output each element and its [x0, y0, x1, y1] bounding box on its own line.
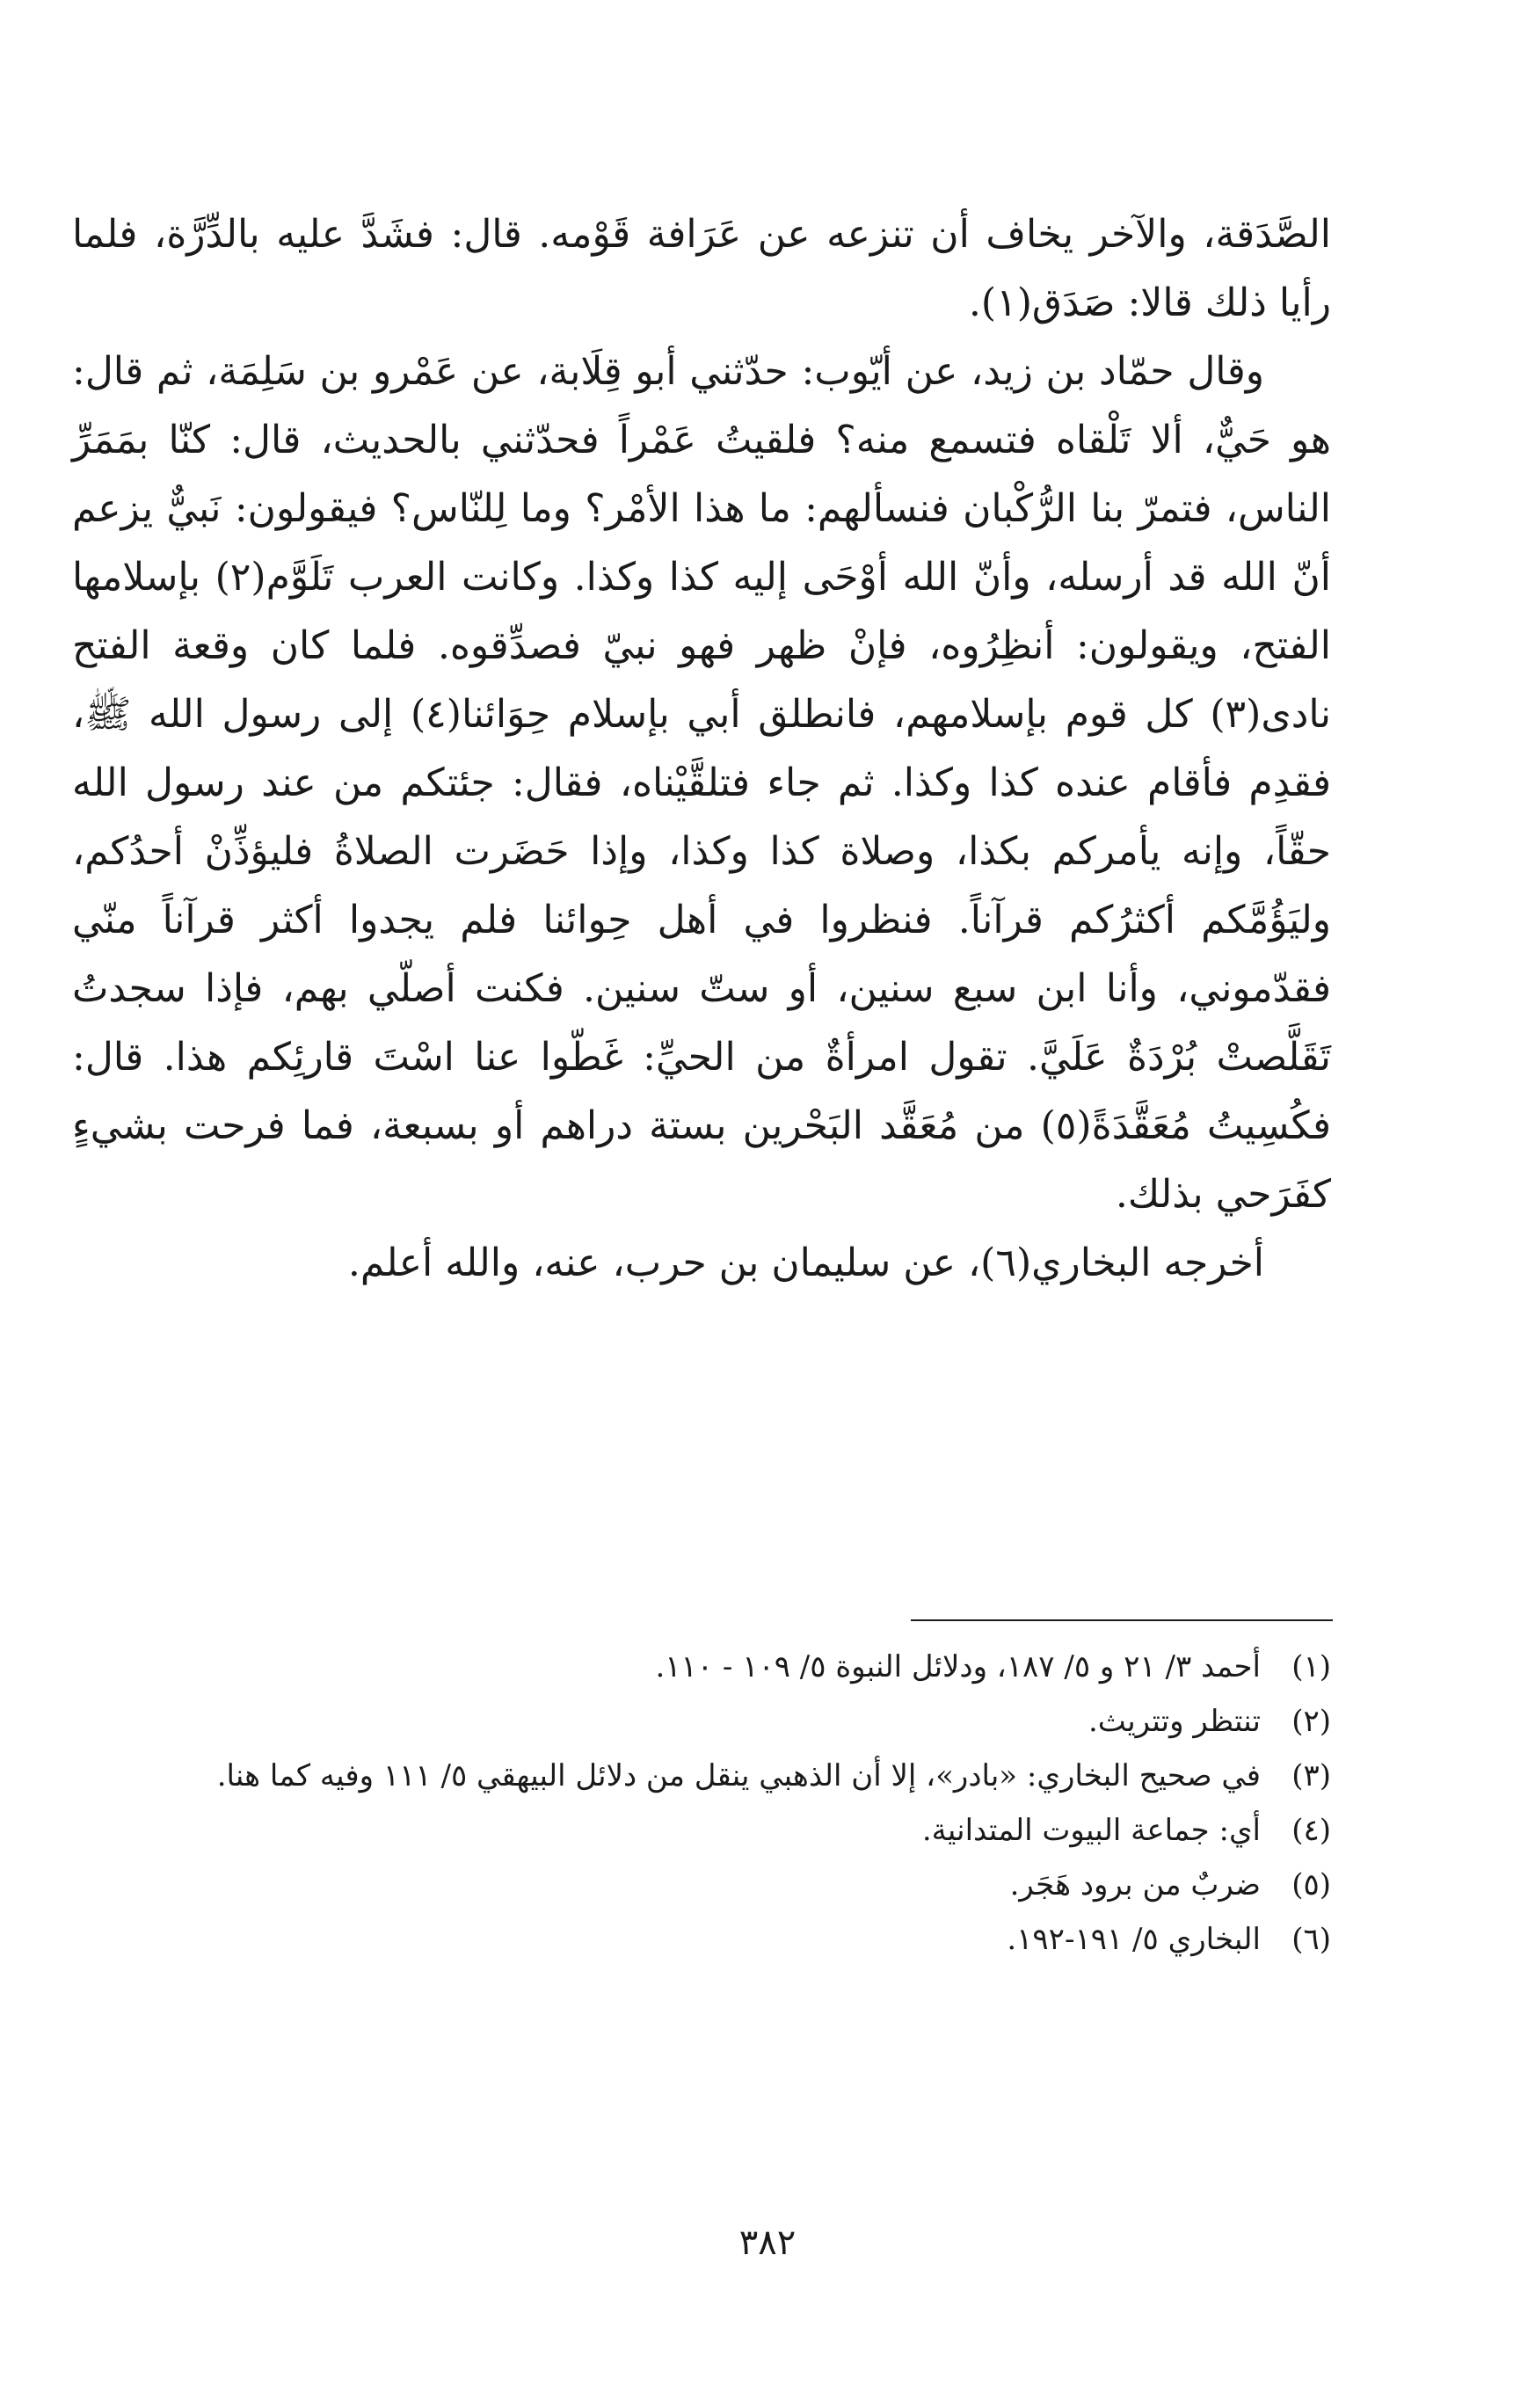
footnote-number: (٤) — [1291, 1813, 1331, 1848]
footnote-item — [72, 1697, 1331, 1746]
paragraph-takhrij: أخرجه البخاري(٦)، عن سليمان بن حرب، عنه، والله أعلم. — [347, 1240, 1264, 1285]
footnote-text: أحمد ٣/ ٢١ و ٥/ ١٨٧، ودلائل النبوة ٥/ ١٠٩ - ١١٠. — [655, 1649, 1261, 1684]
page-number: ٣٨٢ — [738, 2222, 797, 2263]
footnote-text: تنتظر وتتريث. — [1088, 1704, 1261, 1739]
footnote-text: في صحيح البخاري: «بادر»، إلا أن الذهبي ينقل من دلائل البيهقي ٥/ ١١١ وفيه كما هنا. — [216, 1758, 1261, 1793]
footnote-number: (٥) — [1291, 1867, 1331, 1902]
footnote-text: ضربٌ من برود هَجَر. — [1009, 1867, 1261, 1902]
footnote-number: (٣) — [1291, 1758, 1331, 1793]
paragraph-continuation: الصَّدَقة، والآخر يخاف أن تنزعه عن عَرَافة قَوْمه. قال: فشَدَّ عليه بالدِّرَّة، فلما رأيا ذلك قالا: صَدَق(١). — [72, 212, 1331, 325]
footnotes — [72, 1642, 1331, 1969]
footnote-text: البخاري ٥/ ١٩١-١٩٢. — [1007, 1922, 1261, 1957]
paragraph-hadith: وقال حمّاد بن زيد، عن أيّوب: حدّثني أبو قِلَابة، عن عَمْرو بن سَلِمَة، ثم قال: هو حَيٌّ، ألا تَلْقاه فتسمع منه؟ فلقيتُ عَمْراً فحدّثني بالحديث، قال: كنّا بمَمَرِّ الناس، فتمرّ بنا الرُّكْبان فنسألهم: ما هذا الأمْر؟ وما لِلنّاس؟ فيقولون: نَبيٌّ يزعم أنّ الله قد أرسله، وأنّ الله أوْحَى إليه كذا وكذا. وكانت العرب تَلَوَّم(٢) بإسلامها الفتح، ويقولون: أنظِرُوه، فإنْ ظهر فهو نبيّ فصدِّقوه. فلما كان وقعة الفتح نادى(٣) كل قوم بإسلامهم، فانطلق أبي بإسلام حِوَائنا(٤) إلى رسول الله ﷺ، فقدِم فأقام عنده كذا وكذا. ثم جاء فتلقَّيْناه، فقال: جئتكم من عند رسول الله حقّاً، وإنه يأمركم بكذا، وصلاة كذا وكذا، وإذا حَضَرت الصلاةُ فليؤذِّنْ أحدُكم، وليَؤُمَّكم أكثرُكم قرآناً. فنظروا في أهل حِوائنا فلم يجدوا أكثر قرآناً منّي فقدّموني، وأنا ابن سبع سنين، أو ستّ سنين. فكنت أصلّي بهم، فإذا سجدتُ تَقَلَّصتْ بُرْدَةٌ عَلَيَّ. تقول امرأةٌ من الحيِّ: غَطّوا عنا اسْتَ قارئِكم هذا. قال: فكُسِيتُ مُعَقَّدَةً(٥) من مُعَقَّد البَحْرين بستة دراهم أو بسبعة، فما فرحت بشيءٍ كفَرَحي بذلك. — [72, 349, 1332, 1217]
footnote-item — [72, 1806, 1331, 1855]
footnote-text: أي: جماعة البيوت المتدانية. — [921, 1813, 1261, 1848]
footnote-item — [72, 1860, 1331, 1910]
footnote-number: (١) — [1291, 1649, 1331, 1684]
footnote-number: (٢) — [1291, 1704, 1331, 1739]
footnote-item — [72, 1642, 1331, 1691]
footnote-item — [72, 1751, 1331, 1801]
footnote-item — [72, 1915, 1331, 1964]
footnote-number: (٦) — [1291, 1922, 1331, 1957]
main-text — [72, 200, 1331, 1298]
footnote-divider — [911, 1619, 1333, 1621]
